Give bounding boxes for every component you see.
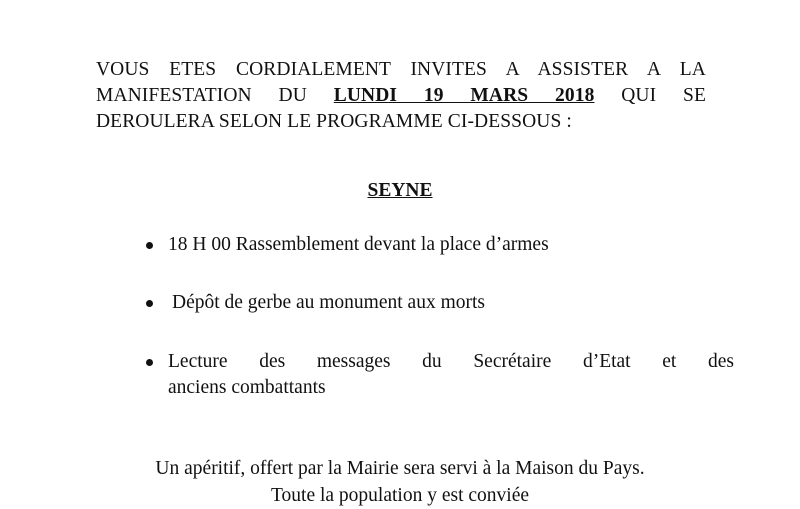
invitation-line-1: VOUS ETES CORDIALEMENT INVITES A ASSISTER A LA	[96, 59, 706, 80]
invitation-line-2-start: MANIFESTATION DU	[96, 85, 334, 106]
bullet-icon	[146, 300, 153, 307]
invitation-text	[96, 57, 706, 135]
closing-text	[0, 455, 800, 509]
program-item-text: 18 H 00 Rassemblement devant la place d’armes	[168, 234, 549, 255]
event-date: LUNDI 19 MARS 2018	[333, 85, 595, 106]
closing-line-2: Toute la population y est conviée	[270, 485, 530, 506]
place-heading: SEYNE	[367, 180, 433, 201]
program-item	[140, 232, 734, 258]
program-item-text-line-2: anciens combattants	[168, 377, 326, 398]
invitation-line-2-end: QUI SE	[594, 85, 706, 106]
invitation-line-2	[96, 83, 706, 109]
bullet-icon	[146, 359, 153, 366]
program-item-text: Dépôt de gerbe au monument aux morts	[172, 292, 485, 313]
closing-line-1: Un apéritif, offert par la Mairie sera servi à la Maison du Pays.	[155, 458, 645, 479]
bullet-icon	[146, 242, 153, 249]
program-item	[140, 349, 734, 401]
program-item-text-line-1: Lecture des messages du Secrétaire d’Etat et des	[168, 351, 734, 372]
invitation-line-3: DEROULERA SELON LE PROGRAMME CI-DESSOUS :	[96, 111, 572, 132]
program-item	[140, 290, 734, 316]
